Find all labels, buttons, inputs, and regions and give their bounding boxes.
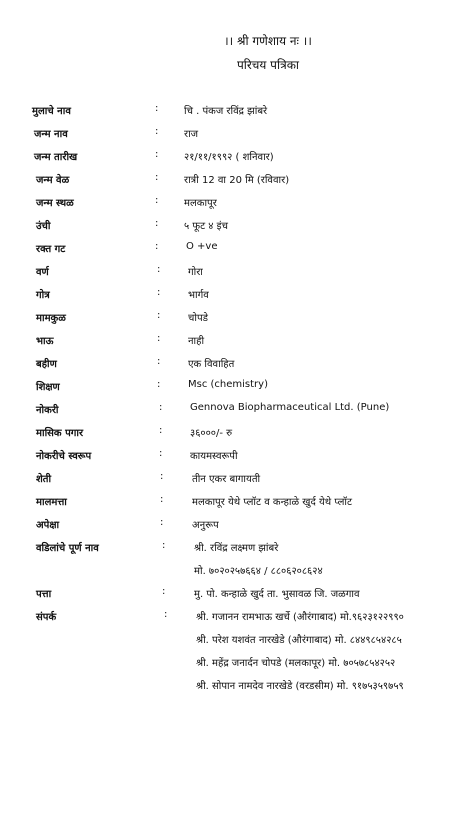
field-colon: : [155,149,159,160]
field-value: श्री. सोपान नामदेव नारखेडे (वरडसीम) मो. ९१७५३५९७५९ [196,681,404,692]
field-label: मुलाचे नाव [32,106,71,117]
field-value: श्री. परेश यशवंत नारखेडे (औरंगाबाद) मो. ८४४९८५४२८५ [196,635,402,646]
field-value: Gennova Biopharmaceutical Ltd. (Pune) [190,402,390,413]
field-value: रात्री 12 वा 20 मि (रविवार) [184,175,290,186]
field-colon: : [155,195,159,206]
field-value: मो. ७०२०२५७६६४ / ८८०६२०८६२४ [194,566,323,577]
field-value: मलकापूर येथे प्लॉट व कन्हाळे खुर्द येथे प्लॉट [192,497,352,508]
field-label: अपेक्षा [36,520,60,531]
field-colon: : [160,471,164,482]
field-colon: : [157,379,161,390]
field-colon: : [155,241,159,252]
field-label: शेती [36,474,52,485]
field-label: जन्म वेळ [36,175,70,186]
field-label: भाऊ [36,336,54,347]
field-colon: : [155,103,159,114]
field-colon: : [157,264,161,275]
field-value: चोपडे [188,313,208,324]
field-colon: : [155,172,159,183]
field-label: मालमत्ता [36,497,67,508]
field-label: गोत्र [36,290,50,301]
field-value: श्री. महेंद्र जनार्दन चोपडे (मलकापूर) मो. ७०५७८५४२५२ [196,658,396,669]
field-label: रक्त गट [36,244,66,255]
field-label: जन्म तारीख [34,152,78,163]
field-value: तीन एकर बागायती [192,474,261,485]
document-title: परिचय पत्रिका [236,58,300,72]
field-label: शिक्षण [36,382,60,393]
field-colon: : [160,517,164,528]
field-label: जन्म स्थळ [36,198,74,209]
field-label: वर्ण [36,267,49,278]
field-label: मामकुळ [36,313,66,324]
field-value: २१/११/१९९२ ( शनिवार) [184,152,274,163]
field-value: चि . पंकज रविंद्र झांबरे [184,106,268,117]
field-colon: : [162,540,166,551]
field-colon: : [157,287,161,298]
field-label: नोकरी [36,405,59,416]
field-colon: : [159,402,163,413]
field-colon: : [157,333,161,344]
field-value: मलकापूर [184,198,217,209]
field-colon: : [164,609,168,620]
field-label: संपर्क [36,612,57,623]
field-colon: : [159,448,163,459]
field-colon: : [159,425,163,436]
field-colon: : [155,218,159,229]
field-label: नोकरीचे स्वरूप [36,451,92,462]
field-value: O +ve [186,241,218,252]
field-value: Msc (chemistry) [188,379,268,390]
field-value: ५ फूट ४ इंच [184,221,228,232]
field-value: श्री. गजानन रामभाऊ खर्चे (औरंगाबाद) मो.९६२३१२२९९० [196,612,404,623]
field-value: अनुरूप [192,520,219,531]
field-label: वडिलांचे पूर्ण नाव [36,543,99,554]
field-colon: : [157,356,161,367]
field-value: ३६०००/- रु [190,428,233,439]
field-value: श्री. रविंद्र लक्ष्मण झांबरे [194,543,279,554]
field-value: कायमस्वरूपी [190,451,238,462]
field-value: राज [184,129,199,140]
field-label: उंची [36,221,51,232]
field-value: नाही [188,336,205,347]
field-colon: : [160,494,164,505]
field-colon: : [162,586,166,597]
field-colon: : [155,126,159,137]
field-value: गोरा [188,267,203,278]
field-colon: : [157,310,161,321]
field-label: जन्म नाव [34,129,68,140]
invocation-heading: ।। श्री गणेशाय नः ।। [224,34,312,48]
field-label: पत्ता [36,589,52,600]
field-label: बहीण [36,359,57,370]
field-value: एक विवाहित [188,359,235,370]
field-value: मु. पो. कन्हाळे खुर्द ता. भुसावळ जि. जळगाव [194,589,360,600]
field-label: मासिक पगार [36,428,84,439]
field-value: भार्गव [188,290,209,301]
